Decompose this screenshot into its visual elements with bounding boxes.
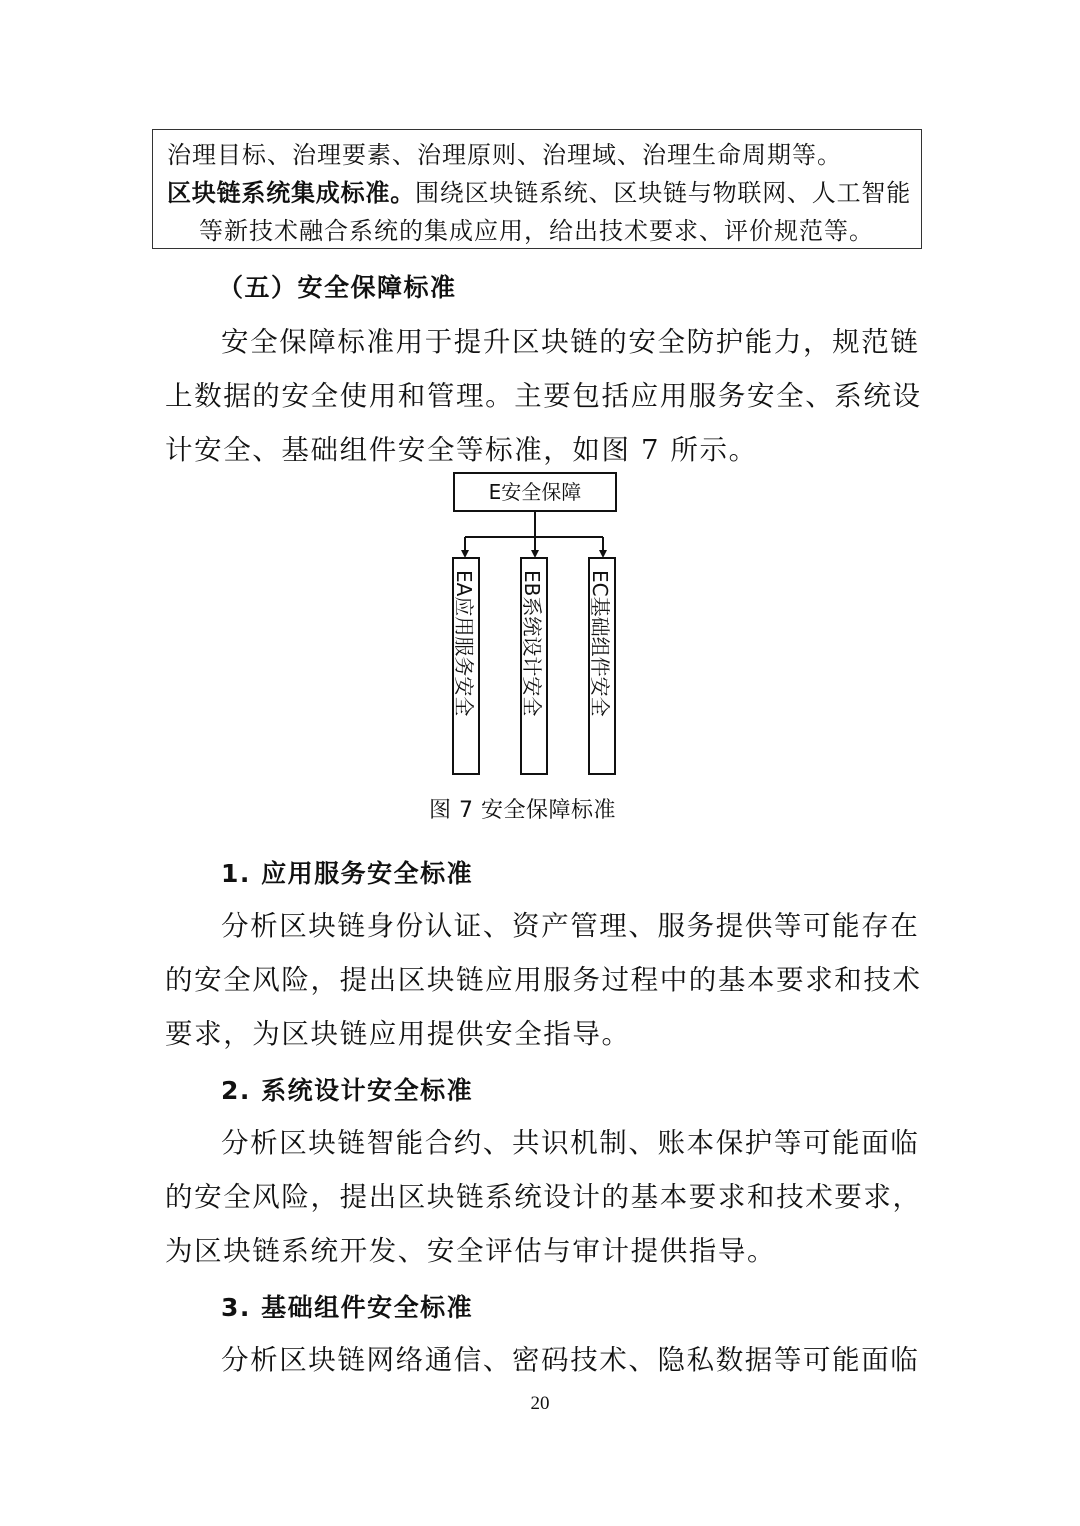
- child-node-label-eb: EB系统设计安全: [520, 570, 544, 717]
- subsection-3-para-line-1: 分析区块链网络通信、密码技术、隐私数据等可能面临: [221, 1344, 920, 1376]
- subsection-3-heading: 3. 基础组件安全标准: [221, 1293, 474, 1322]
- subsection-2-para-line-2: 的安全风险，提出区块链系统设计的基本要求和技术要求，: [165, 1181, 922, 1213]
- child-node-label-ec: EC基础组件安全: [588, 570, 612, 717]
- subsection-2-heading: 2. 系统设计安全标准: [221, 1076, 474, 1105]
- subsection-1-para-line-3: 要求，为区块链应用提供安全指导。: [165, 1018, 631, 1050]
- box-line-2-bold: 区块链系统集成标准。: [167, 179, 415, 207]
- subsection-1-heading: 1. 应用服务安全标准: [221, 859, 474, 888]
- box-line-1: 治理目标、治理要素、治理原则、治理域、治理生命周期等。: [167, 141, 842, 169]
- section-5-para-line-1: 安全保障标准用于提升区块链的安全防护能力，规范链: [221, 326, 920, 358]
- subsection-2-para-line-3: 为区块链系统开发、安全评估与审计提供指导。: [165, 1235, 777, 1267]
- subsection-1-para-line-1: 分析区块链身份认证、资产管理、服务提供等可能存在: [221, 910, 920, 942]
- section-5-heading: （五）安全保障标准: [218, 273, 457, 302]
- root-node-label: E安全保障: [488, 480, 582, 504]
- security-standards-diagram: [440, 470, 640, 785]
- subsection-2-para-line-1: 分析区块链智能合约、共识机制、账本保护等可能面临: [221, 1127, 920, 1159]
- section-5-para-line-2: 上数据的安全使用和管理。主要包括应用服务安全、系统设: [165, 380, 922, 412]
- subsection-1-para-line-2: 的安全风险，提出区块链应用服务过程中的基本要求和技术: [165, 964, 922, 996]
- standards-box: [152, 129, 922, 249]
- box-line-2: [167, 178, 911, 208]
- section-5-para-line-3: 计安全、基础组件安全等标准，如图 7 所示。: [165, 434, 758, 466]
- box-line-2-rest: 围绕区块链系统、区块链与物联网、人工智能: [415, 179, 911, 207]
- child-node-label-ea: EA应用服务安全: [452, 570, 476, 717]
- figure-caption: 图 7 安全保障标准: [429, 798, 616, 823]
- box-line-3: 等新技术融合系统的集成应用，给出技术要求、评价规范等。: [199, 217, 874, 245]
- page-number: 20: [530, 1393, 550, 1414]
